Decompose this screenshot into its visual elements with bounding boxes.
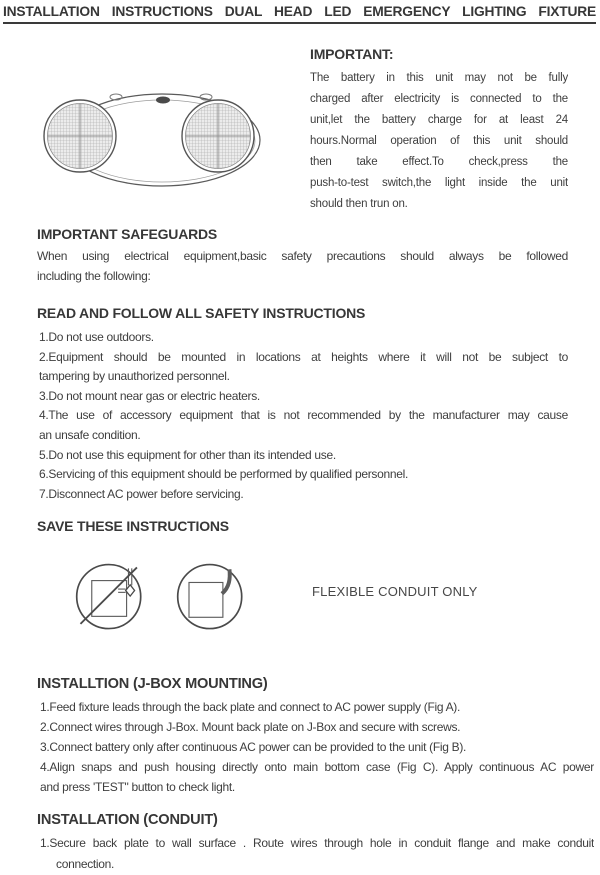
jbox-mounting-section <box>37 676 594 797</box>
fixture-left-head <box>44 100 116 172</box>
text-line: 4.Align snaps and push housing directly onto main bottom case (Fig C). Apply continuous AC power <box>40 760 594 774</box>
conduit-heading: INSTALLATION (CONDUIT) <box>37 812 218 828</box>
text-line: The battery in this unit may not be fully <box>310 72 568 84</box>
page-title: INSTALLATION INSTRUCTIONS DUAL HEAD LED EMERGENCY LIGHTING FIXTURE <box>3 4 596 24</box>
text-line: charged after electricity is connected to the <box>310 93 568 105</box>
safety-heading: READ AND FOLLOW ALL SAFETY INSTRUCTIONS <box>37 305 366 321</box>
text-line: 3.Connect battery only after continuous AC power can be provided to the unit (Fig B). <box>40 740 467 754</box>
conduit-installation-section <box>37 812 594 875</box>
flexible-conduit-label: FLEXIBLE CONDUIT ONLY <box>312 584 478 599</box>
jbox-heading: INSTALLTION (J-BOX MOUNTING) <box>37 676 268 692</box>
text-line: connection. <box>56 857 115 871</box>
safeguards-heading: IMPORTANT SAFEGUARDS <box>37 226 218 242</box>
safety-list <box>37 328 568 504</box>
text-line: 1.Do not use outdoors. <box>39 330 154 344</box>
safeguards-text <box>37 246 568 286</box>
safety-instructions-section <box>37 305 568 504</box>
text-line: and press 'TEST" button to check light. <box>40 780 235 794</box>
text-line: hours.Normal operation of this unit should <box>310 135 568 147</box>
flexible-conduit-icon <box>173 558 253 643</box>
text-line: When using electrical equipment,basic safety precautions should always be followed <box>37 249 568 263</box>
important-note-section <box>310 46 568 215</box>
text-line: 2.Connect wires through J-Box. Mount back plate on J-Box and secure with screws. <box>40 720 461 734</box>
text-line: 6.Servicing of this equipment should be performed by qualified personnel. <box>39 467 409 482</box>
fixture-right-head <box>182 100 254 172</box>
text-line: an unsafe condition. <box>39 427 141 442</box>
conduit-steps <box>37 833 594 875</box>
no-rigid-conduit-icon <box>72 558 152 643</box>
text-line: 1.Feed fixture leads through the back plate and connect to AC power supply (Fig A). <box>40 700 461 714</box>
text-line: unit,let the battery charge for at least 24 <box>310 114 568 126</box>
text-line: 3.Do not mount near gas or electric heaters. <box>39 388 260 403</box>
important-text <box>310 68 568 215</box>
text-line: push-to-test switch,the light inside the unit <box>310 177 568 189</box>
text-line: including the following: <box>37 269 151 283</box>
text-line: 7.Disconnect AC power before servicing. <box>39 486 244 501</box>
jbox-steps <box>37 697 594 797</box>
text-line: then take effect.To check,press the <box>310 156 568 168</box>
safeguards-section <box>37 226 568 286</box>
text-line: 1.Secure back plate to wall surface . Route wires through hole in conduit flange and make conduit <box>40 836 594 850</box>
text-line: 5.Do not use this equipment for other than its intended use. <box>39 447 336 462</box>
save-instructions-heading: SAVE THESE INSTRUCTIONS <box>37 518 229 534</box>
text-line: 4.The use of accessory equipment that is not recommended by the manufacturer may cause <box>39 408 568 423</box>
text-line: should then trun on. <box>310 198 408 210</box>
fixture-knob-center <box>156 97 170 104</box>
text-line: 2.Equipment should be mounted in locations at heights where it will not be subject to <box>39 349 568 364</box>
text-line: tampering by unauthorized personnel. <box>39 369 230 384</box>
dual-head-emergency-light-illustration <box>30 62 295 225</box>
important-heading: IMPORTANT: <box>310 46 394 62</box>
fixture-drawing <box>30 62 295 220</box>
